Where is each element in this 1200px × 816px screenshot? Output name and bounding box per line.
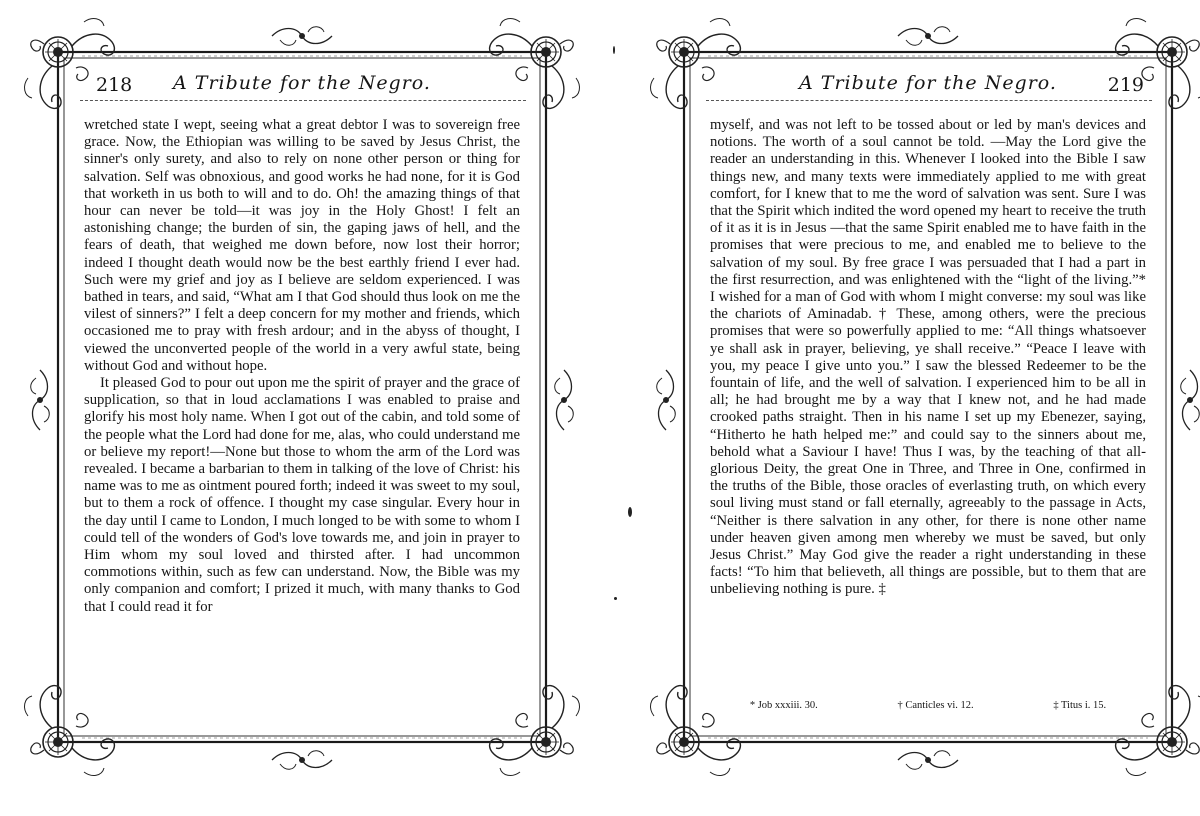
gutter-mark bbox=[613, 46, 615, 54]
paragraph: wretched state I wept, seeing what a great debtor I was to sovereign free grace. Now, the Ethiopian was willing to be saved by Jesus Christ, the sinner's only surety, and also to rely on none other person or thing for salvation. Self was obnoxious, and good works he had none, for it is God that worketh in us both to will and to do. Oh! the amazing things of that hour can never be told—it was joy in the Holy Ghost! I felt an astonishing change; the burden of sin, the gaping jaws of hell, and the fears of death, that weighed me down before, now lost their horror; indeed I thought death would now be the best earthly friend I ever had. Such were my grief and joy as I believe are seldom experienced. I was bathed in tears, and said, “What am I that God should thus look on me the vilest of sinners?” I felt a deep concern for my mother and friends, which occasioned me to pray with fresh ardour; and in the abyss of thought, I viewed the unconverted people of the world in a very awful state, being without God and without hope. bbox=[84, 117, 520, 374]
page-header bbox=[82, 72, 522, 102]
left-page bbox=[22, 0, 582, 816]
header-rule bbox=[706, 100, 1152, 101]
page-number: 219 bbox=[1107, 74, 1144, 96]
paragraph: myself, and was not left to be tossed about or led by man's devices and notions. The worth of a soul cannot be told. —May the Lord give the reader an understanding in this. Whenever I looked into the Bible I saw things new, and many texts were immediately applied to me with great comfort, for I knew that to me the word of salvation was sent. Sure I was that the Spirit which indited the word opened my heart to receive the truth of it as it is in Jesus —that the same Spirit enabled me to have faith in the promises that were precious to me, and enabled me to believe to the salvation of my soul. By free grace I was persuaded that I had a part in the first resurrection, and was enlightened with the “light of the living.”* I wished for a man of God with whom I might converse: my soul was like the chariots of Aminadab. † These, among others, were the precious promises that were so powerfully applied to me: “All things whatsoever ye shall ask in prayer, believing, ye shall receive.” “Peace I leave with you, my peace I give unto you.” I saw the blessed Redeemer to be the fountain of life, and the well of salvation. I experienced him to be all in all; he had brought me by a way that I knew not, and he had made crooked paths straight. Then in his name I set up my Ebenezer, saying, “Hitherto he hath helped me:” and could say to the sinners about me, behold what a Saviour I have! Thus I was, by the teaching of that all-glorious Deity, the great One in Three, and Three in One, confirmed in the truths of the Bible, those oracles of everlasting truth, on which every soul living must stand or fall eternally, agreeably to the passage in Acts, “Neither is there salvation in any other, for there is none other name under heaven given among men whereby we must be saved, but only Jesus Christ.” May God give the reader a right understanding in these facts! “To him that believeth, all things are possible, but to them that are unbelieving nothing is pure. ‡ bbox=[710, 117, 1146, 598]
footnote: † Canticles vi. 12. bbox=[897, 700, 974, 711]
right-scroll-ornament bbox=[1181, 370, 1200, 430]
corner-ornament-bottom-left bbox=[25, 686, 115, 776]
bottom-scroll-ornament bbox=[272, 751, 332, 770]
top-scroll-ornament bbox=[272, 27, 332, 46]
page-header bbox=[708, 72, 1148, 102]
page-number: 218 bbox=[96, 74, 133, 96]
corner-ornament-bottom-right bbox=[490, 686, 580, 776]
footnotes bbox=[710, 700, 1146, 711]
page-body bbox=[84, 117, 520, 616]
left-scroll-ornament bbox=[657, 370, 676, 430]
paragraph: It pleased God to pour out upon me the spirit of prayer and the grace of supplication, so that in loud acclamations I was enabled to praise and glorify his most holy name. When I got out of the cabin, and told some of the people what the Lord had done for me, alas, who could understand me or believe my report!—None but those to whom the arm of the Lord was revealed. I became a barbarian to them in talking of the love of Christ: his name was to me as ointment poured forth; indeed it was sweet to my soul, but to them a rock of offence. I thought my case singular. Every hour in the day until I came to London, I much longed to be with some to whom I could tell of the wonders of God's love towards me, and join in prayer to Him whom my soul loved and thirsted after. I had uncommon commotions within, such as few can understand. Now, the Bible was my only companion and comfort; I prized it much, with many thanks to God that I could read it for bbox=[84, 375, 520, 615]
running-head: A Tribute for the Negro. bbox=[799, 72, 1057, 94]
footnote: * Job xxxiii. 30. bbox=[749, 700, 818, 711]
bottom-scroll-ornament bbox=[898, 751, 958, 770]
gutter-mark bbox=[628, 507, 632, 517]
left-scroll-ornament bbox=[31, 370, 50, 430]
page-body bbox=[710, 117, 1146, 599]
footnote: ‡ Titus i. 15. bbox=[1053, 700, 1107, 711]
gutter-mark bbox=[614, 597, 617, 600]
header-rule bbox=[80, 100, 526, 101]
right-page bbox=[648, 0, 1200, 816]
top-scroll-ornament bbox=[898, 27, 958, 46]
running-head: A Tribute for the Negro. bbox=[173, 72, 431, 94]
right-scroll-ornament bbox=[555, 370, 574, 430]
